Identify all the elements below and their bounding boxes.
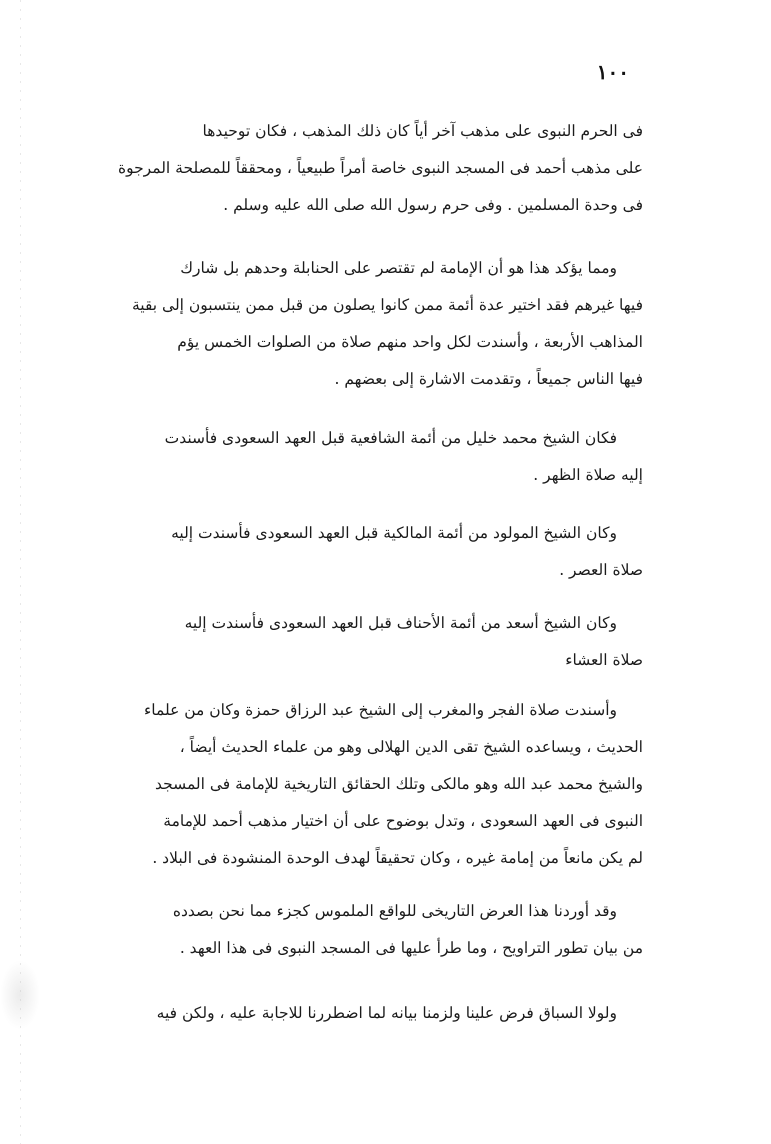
text-line: النبوى فى العهد السعودى ، وتدل بوضوح على أن اختيار مذهب أحمد للإمامة bbox=[163, 812, 643, 830]
paragraph-1 bbox=[98, 113, 643, 224]
text-line: وكان الشيخ المولود من أئمة المالكية قبل العهد السعودى فأسندت إليه bbox=[171, 524, 617, 542]
paragraph-6 bbox=[98, 692, 643, 877]
text-line: إليه صلاة الظهر . bbox=[533, 466, 643, 484]
paragraph-7 bbox=[98, 893, 643, 967]
text-line: المذاهب الأربعة ، وأسندت لكل واحد منهم صلاة من الصلوات الخمس يؤم bbox=[177, 333, 643, 351]
text-line: فكان الشيخ محمد خليل من أئمة الشافعية قبل العهد السعودى فأسندت bbox=[164, 429, 617, 447]
text-line: والشيخ محمد عبد الله وهو مالكى وتلك الحقائق التاريخية للإمامة فى المسجد bbox=[154, 775, 643, 793]
text-line: صلاة العصر . bbox=[559, 561, 643, 579]
paragraph-3 bbox=[98, 420, 643, 494]
text-line: صلاة العشاء bbox=[565, 651, 643, 669]
text-line: فيها الناس جميعاً ، وتقدمت الاشارة إلى بعضهم . bbox=[334, 370, 643, 388]
paragraph-8 bbox=[98, 995, 643, 1032]
text-line: فى الحرم النبوى على مذهب آخر أياً كان ذلك المذهب ، فكان توحيدها bbox=[202, 122, 643, 140]
text-line: ولولا السباق فرض علينا ولزمنا بيانه لما اضطررنا للاجابة عليه ، ولكن فيه bbox=[156, 1004, 617, 1022]
page-stain bbox=[0, 960, 40, 1030]
text-line: ومما يؤكد هذا هو أن الإمامة لم تقتصر على الحنابلة وحدهم بل شارك bbox=[180, 259, 617, 277]
text-line: فى وحدة المسلمين . وفى حرم رسول الله صلى الله عليه وسلم . bbox=[223, 196, 643, 214]
text-line: الحديث ، ويساعده الشيخ تقى الدين الهلالى وهو من علماء الحديث أيضاً ، bbox=[179, 738, 643, 756]
text-line: على مذهب أحمد فى المسجد النبوى خاصة أمراً طبيعياً ، ومحققاً للمصلحة المرجوة bbox=[117, 159, 643, 177]
text-line: لم يكن مانعاً من إمامة غيره ، وكان تحقيقاً لهدف الوحدة المنشودة فى البلاد . bbox=[152, 849, 643, 867]
text-line: وقد أوردنا هذا العرض التاريخى للواقع الملموس كجزء مما نحن بصدده bbox=[172, 902, 617, 920]
text-line: من بيان تطور التراويح ، وما طرأ عليها فى المسجد النبوى فى هذا العهد . bbox=[179, 939, 643, 957]
paragraph-2 bbox=[98, 250, 643, 398]
text-line: وأسندت صلاة الفجر والمغرب إلى الشيخ عبد الرزاق حمزة وكان من علماء bbox=[143, 701, 617, 719]
text-line: فيها غيرهم فقد اختير عدة أئمة ممن كانوا يصلون من قبل ممن ينتسبون إلى بقية bbox=[131, 296, 643, 314]
page-number: ١٠٠ bbox=[596, 60, 629, 84]
paragraph-4 bbox=[98, 515, 643, 589]
text-line: وكان الشيخ أسعد من أئمة الأحناف قبل العهد السعودى فأسندت إليه bbox=[184, 614, 617, 632]
paragraph-5 bbox=[98, 605, 643, 679]
